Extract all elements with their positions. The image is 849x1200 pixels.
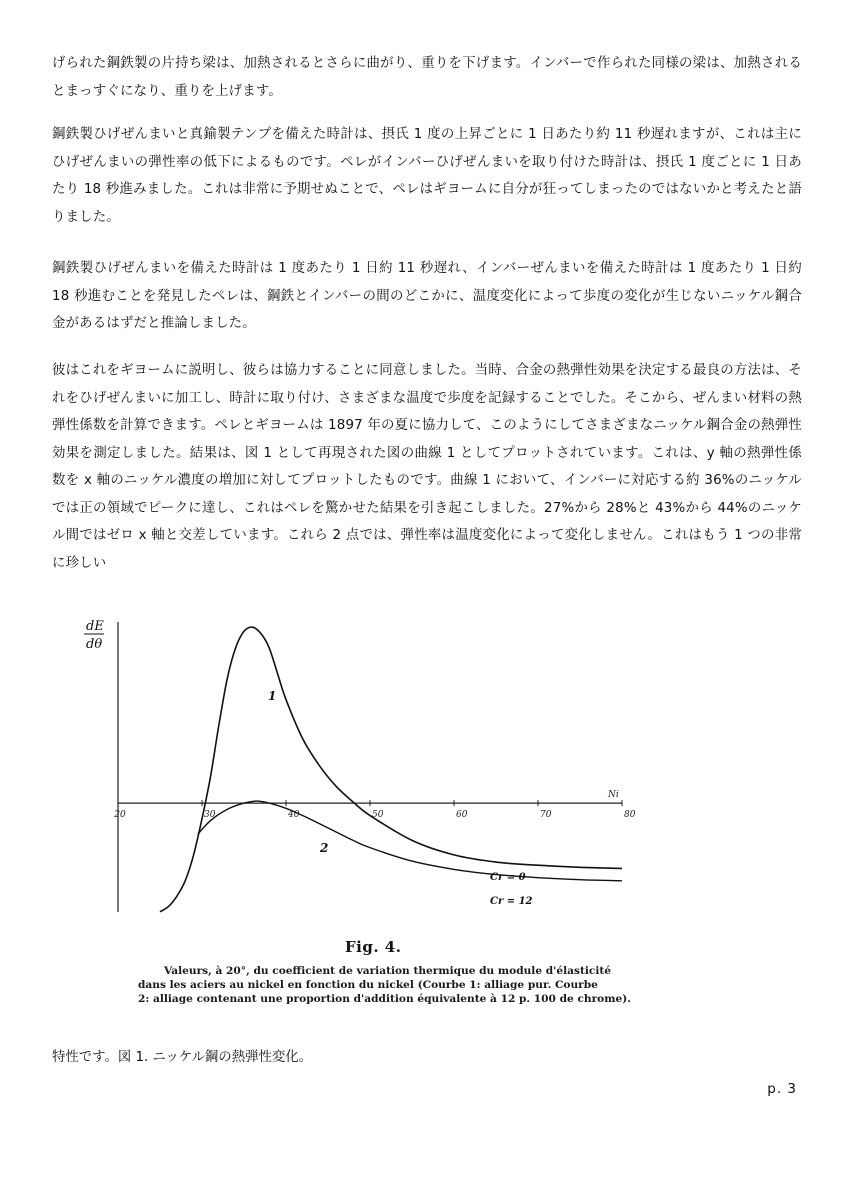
figure-caption (138, 964, 638, 1006)
curve-1-label: 1 (268, 689, 277, 703)
curve-2 (198, 801, 622, 881)
figure-title: Fig. 4. (345, 938, 402, 956)
x-tick-label: 60 (456, 810, 468, 821)
caption-line-1: Valeurs, à 20°, du coefficient de variation thermique du module d'élasticité (164, 965, 612, 977)
x-tick-label: 20 (114, 810, 126, 821)
x-tick-label: 50 (372, 810, 384, 821)
paragraph-2: 鋼鉄製ひげぜんまいと真鍮製テンプを備えた時計は、摂氏 1 度の上昇ごとに 1 日あたり約 11 秒遅れますが、これは主にひげぜんまいの弾性率の低下によるものです。ペレがインバーひげぜんまいを取り付けた時計は、摂氏 1 度ごとに 1 日あたり 18 秒進みました。これは非常に予期せぬことで、ペレはギヨームに自分が狂ってしまったのではないかと考えたと語りました。 (52, 127, 802, 225)
x-tick-label: 30 (204, 810, 216, 821)
x-tick-label: 40 (288, 810, 300, 821)
thermoelastic-chart (80, 612, 640, 932)
y-label-top: dE (86, 619, 104, 634)
curve-1-end-label: Cr = 0 (490, 872, 526, 883)
y-label-bottom: dθ (86, 637, 103, 652)
x-axis-name: Ni (608, 790, 619, 801)
page-number: p. 3 (767, 1081, 797, 1097)
curve-2-end-label: Cr = 12 (490, 896, 533, 907)
caption-line-3: 2: alliage contenant une proportion d'addition équivalente à 12 p. 100 de chrome). (138, 993, 631, 1005)
paragraph-after-figure: 特性です。図 1. ニッケル鋼の熱弾性変化。 (52, 1050, 313, 1065)
paragraph-4: 彼はこれをギヨームに説明し、彼らは協力することに同意しました。当時、合金の熱弾性効果を決定する最良の方法は、それをひげぜんまいに加工し、時計に取り付け、さまざまな温度で歩度を記録することでした。そこから、ぜんまい材料の熱弾性係数を計算できます。ペレとギヨームは 1897 年の夏に協力して、このようにしてさまざまなニッケル鋼合金の熱弾性効果を測定しました。結果は、図 1 として再現された図の曲線 1 としてプロットされています。これは、y 軸の熱弾性係数を x 軸のニッケル濃度の増加に対してプロットしたものです。曲線 1 において、インバーに対応する約 36%のニッケルでは正の領域でピークに達し、これはペレを驚かせた結果を引き起こしました。27%から 28%と 43%から 44%のニッケル間ではゼロ x 軸と交差しています。これら 2 点では、弾性率は温度変化によって変化しません。これはもう 1 つの非常に珍しい (52, 363, 802, 571)
caption-line-2: dans les aciers au nickel en fonction du nickel (Courbe 1: alliage pur. Courbe (138, 979, 598, 991)
curve-2-label: 2 (320, 841, 329, 855)
paragraph-1: げられた鋼鉄製の片持ち梁は、加熱されるとさらに曲がり、重りを下げます。インバーで作られた同様の梁は、加熱されるとまっすぐになり、重りを上げます。 (52, 56, 802, 99)
x-tick-label: 70 (540, 810, 552, 821)
paragraph-3: 鋼鉄製ひげぜんまいを備えた時計は 1 度あたり 1 日約 11 秒遅れ、インバーぜんまいを備えた時計は 1 度あたり 1 日約 18 秒進むことを発見したペレは、鋼鉄とインバーの間のどこかに、温度変化によって歩度の変化が生じないニッケル鋼合金があるはずだと推論しました。 (52, 261, 802, 331)
x-tick-label: 80 (624, 810, 636, 821)
figure-1 (80, 612, 640, 1022)
curve-1 (160, 627, 622, 912)
